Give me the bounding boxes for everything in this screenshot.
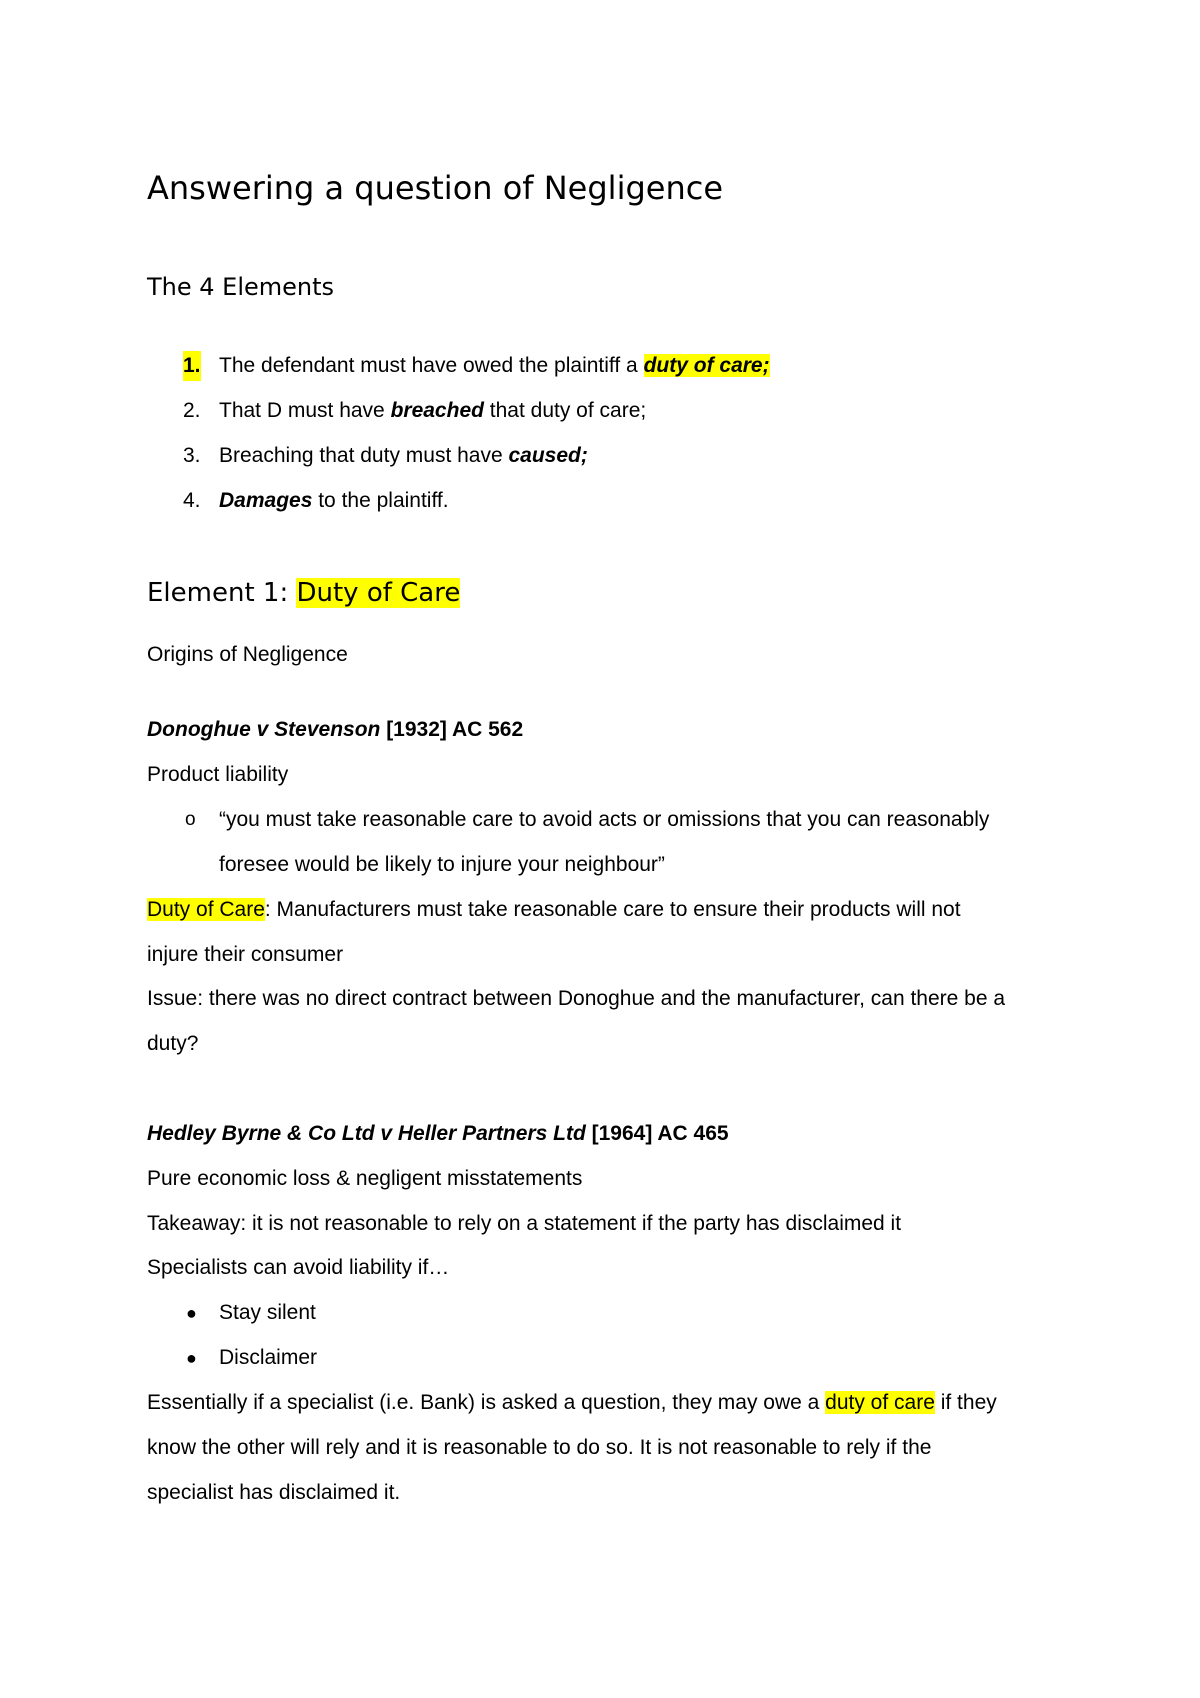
- case1-citation: [1932] AC 562: [380, 718, 524, 741]
- duty-text-cont: injure their consumer: [147, 943, 344, 966]
- element1-highlight: Duty of Care: [296, 578, 461, 608]
- list-text: to the plaintiff.: [312, 489, 449, 512]
- essentially-text: if they: [934, 1391, 997, 1414]
- list-text: The defendant must have owed the plaintiff a: [219, 354, 644, 377]
- bullet-circle: o: [185, 809, 196, 830]
- takeaway-text: Takeaway: it is not reasonable to rely on a statement if the party has disclaimed it: [147, 1212, 902, 1235]
- case1-heading: [147, 715, 523, 745]
- list-number: 3.: [183, 444, 201, 467]
- essentially-line-2: know the other will rely and it is reasonable to do so. It is not reasonable to rely if the: [147, 1436, 932, 1459]
- origins-text: Origins of Negligence: [147, 643, 348, 666]
- bullet-dot: ●: [186, 1348, 197, 1368]
- quote-line: foresee would be likely to injure your neighbour”: [219, 853, 665, 876]
- duty-of-care-line: [147, 895, 961, 925]
- list-emphasis: Damages: [219, 489, 313, 512]
- list-emphasis: duty of care;: [643, 354, 770, 377]
- essentially-line-3: specialist has disclaimed it.: [147, 1481, 401, 1504]
- list-text: Breaching that duty must have: [219, 444, 509, 467]
- list-number: 4.: [183, 489, 201, 512]
- list-text: That D must have: [219, 399, 391, 422]
- case2-name: Hedley Byrne & Co Ltd v Heller Partners Ltd: [147, 1122, 586, 1145]
- issue-text: Issue: there was no direct contract between Donoghue and the manufacturer, can there be a: [147, 987, 1006, 1010]
- list-emphasis: breached: [390, 399, 484, 422]
- page-title: Answering a question of Negligence: [147, 169, 724, 207]
- case2-topic: Pure economic loss & negligent misstatements: [147, 1167, 583, 1190]
- elements-heading: The 4 Elements: [147, 273, 335, 301]
- specialists-text: Specialists can avoid liability if…: [147, 1256, 450, 1279]
- case1-topic: Product liability: [147, 763, 289, 786]
- list-number: 1.: [183, 351, 201, 381]
- element1-heading: [147, 576, 460, 610]
- bullet-text: Stay silent: [219, 1301, 316, 1324]
- bullet-text: Disclaimer: [219, 1346, 318, 1369]
- case2-heading: [147, 1119, 729, 1149]
- duty-label: Duty of Care: [147, 898, 265, 921]
- essentially-text: Essentially if a specialist (i.e. Bank) is asked a question, they may owe a: [147, 1391, 826, 1414]
- list-emphasis: caused;: [508, 444, 588, 467]
- duty-text: : Manufacturers must take reasonable care to ensure their products will not: [264, 898, 961, 921]
- list-text: that duty of care;: [483, 399, 647, 422]
- case2-citation: [1964] AC 465: [585, 1122, 729, 1145]
- bullet-dot: ●: [186, 1303, 197, 1323]
- quote-line: “you must take reasonable care to avoid acts or omissions that you can reasonably: [219, 808, 990, 831]
- case1-name: Donoghue v Stevenson: [147, 718, 381, 741]
- essentially-line: [147, 1388, 997, 1418]
- list-number: 2.: [183, 399, 201, 422]
- issue-text-cont: duty?: [147, 1032, 199, 1055]
- duty-highlight: duty of care: [825, 1391, 935, 1414]
- element1-label: Element 1:: [147, 578, 297, 608]
